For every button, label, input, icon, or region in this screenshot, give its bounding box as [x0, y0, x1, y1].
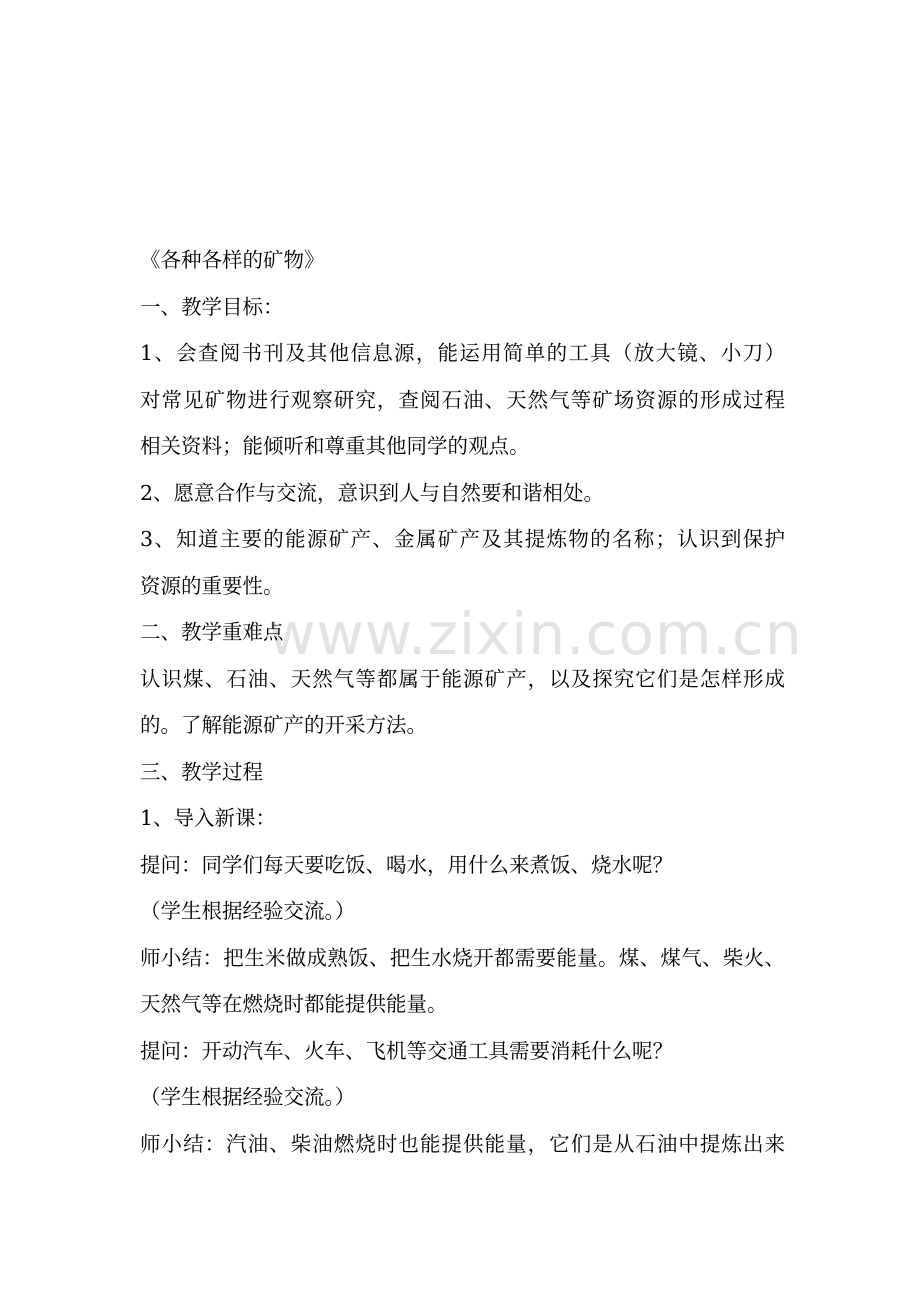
goal-1-line-3: 相关资料；能倾听和尊重其他同学的观点。: [140, 434, 530, 458]
document-title: 《各种各样的矿物》: [140, 248, 325, 272]
step-1-heading: 1、导入新课：: [140, 806, 277, 830]
key-points-line-2: 的。了解能源矿产的开采方法。: [140, 713, 427, 737]
goal-3-line-2: 资源的重要性。: [140, 573, 284, 598]
watermark-text: www.zixin.com.cn: [268, 600, 803, 668]
question-1: 提问：同学们每天要吃饭、喝水，用什么来煮饭、烧水呢？: [140, 852, 673, 877]
goal-3-line-1: 3、知道主要的能源矿产、金属矿产及其提炼物的名称；认识到保护: [140, 527, 785, 551]
goal-2: 2、愿意合作与交流，意识到人与自然要和谐相处。: [140, 480, 605, 505]
section-heading-process: 三、教学过程: [140, 759, 263, 784]
summary-2-line-1: 师小结：汽油、柴油燃烧时也能提供能量，它们是从石油中提炼出来: [140, 1131, 785, 1156]
summary-1-line-2: 天然气等在燃烧时都能提供能量。: [140, 992, 448, 1016]
section-heading-teaching-goals: 一、教学目标：: [140, 294, 284, 319]
question-2: 提问：开动汽车、火车、飞机等交通工具需要消耗什么呢？: [140, 1038, 673, 1063]
summary-1-line-1: 师小结：把生米做成熟饭、把生水烧开都需要能量。煤、煤气、柴火、: [140, 945, 785, 970]
section-heading-key-points: 二、教学重难点: [140, 620, 284, 644]
student-response-2: （学生根据经验交流。）: [140, 1085, 356, 1109]
goal-1-line-1: 1、会查阅书刊及其他信息源，能运用简单的工具（放大镜、小刀）: [140, 341, 785, 365]
document-body: [140, 237, 785, 1167]
student-response-1: （学生根据经验交流。）: [140, 899, 356, 923]
goal-1-line-2: 对常见矿物进行观察研究，查阅石油、天然气等矿场资源的形成过程: [140, 387, 785, 412]
key-points-line-1: 认识煤、石油、天然气等都属于能源矿产，以及探究它们是怎样形成: [140, 666, 785, 691]
